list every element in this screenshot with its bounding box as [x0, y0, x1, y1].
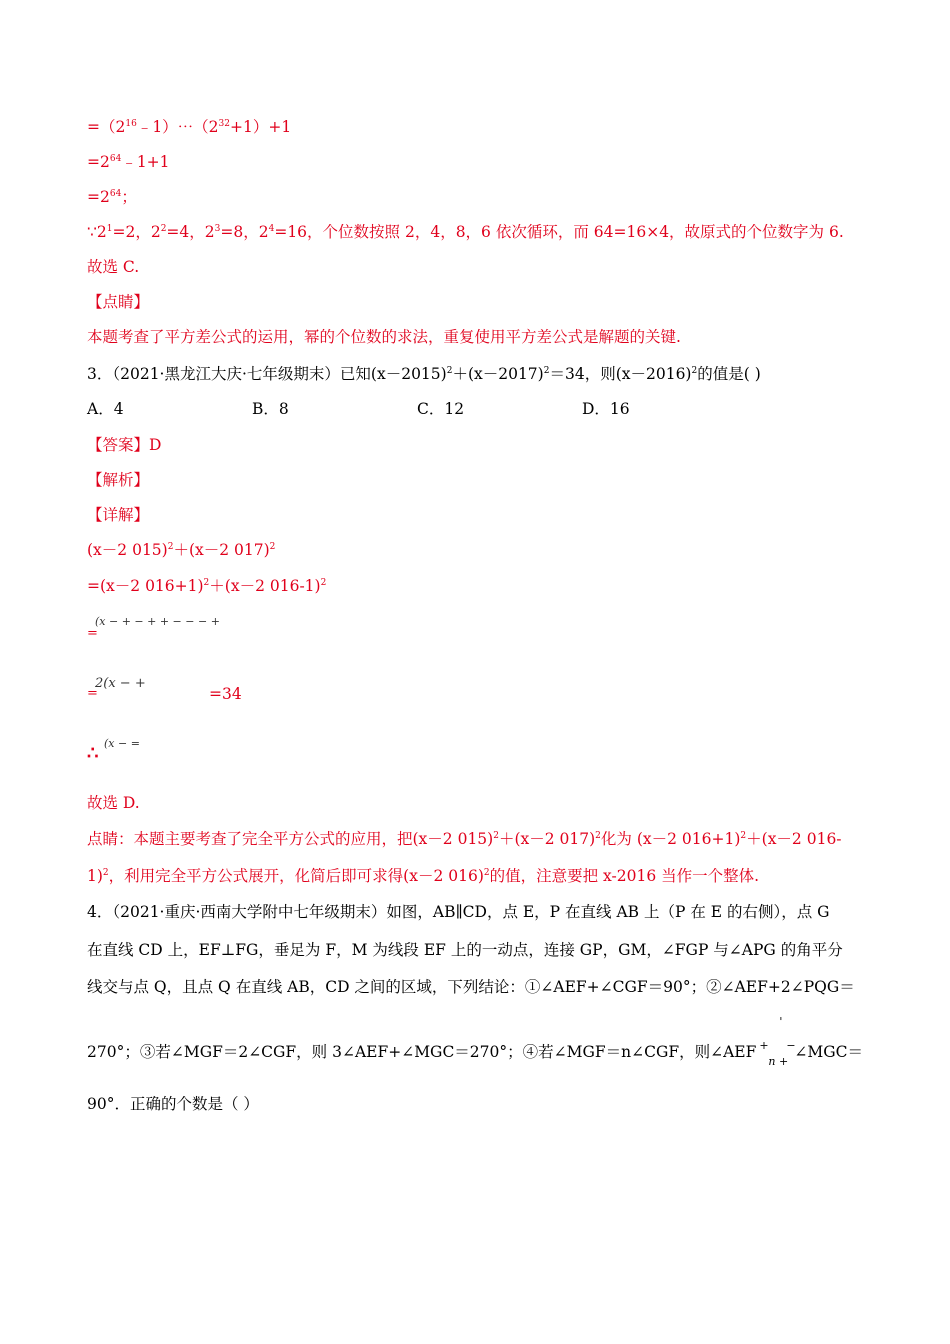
solution-line-1: $=(2^{16}﹣1)\cdots(2^{32}+1)+1$ [87, 118, 292, 136]
tip-text: 本题考查了平方差公式的运用，幂的个位数的求法，重复使用平方差公式是解题的关键. [87, 328, 681, 346]
question-4-line-2: 在直线 CD 上，EF⊥FG，垂足为 F，M 为线段 EF 上的一动点，连接 GP，GM，∠FGP 与∠APG 的角平分 [87, 941, 843, 959]
expansion-line-4-expr: 2(x − + [95, 676, 146, 691]
analysis-heading: 【解析】 [87, 471, 150, 489]
note-line-2: 1)$^2$，利用完全平方公式展开，化简后即可求得(x－2 016)$^2$的值，注意要把 x-2016 当作一个整体. [87, 867, 760, 885]
question-4-line-3: 线交与点 Q，且点 Q 在直线 AB，CD 之间的区域，下列结论：①∠AEF+∠CGF＝90°；②∠AEF+2∠PQG＝ [87, 978, 855, 996]
expansion-line-3-eq: = [87, 626, 98, 641]
question-4-line-5: 90°．正确的个数是（ ） [87, 1095, 259, 1113]
question-3: 3．（2021·黑龙江大庆·七年级期末）已知$(x-2015)^2+(x-2017)^2=34$，则$(x-2016)^2$的值是( ) [87, 365, 761, 383]
option-d: D．16 [582, 400, 630, 418]
therefore-symbol: ∴ [87, 743, 99, 764]
question-4-line-4: 270°；③若∠MGF＝2∠CGF，则 3∠AEF+∠MGC＝270°；④若∠MGF＝n∠CGF，则∠AEF + ' n + − ∠MGC＝ [87, 1015, 863, 1068]
tip-heading: 【点睛】 [87, 293, 150, 311]
expansion-line-4-eq: = [87, 686, 98, 701]
solution-line-5: 故选 C. [87, 258, 140, 276]
expansion-line-4-result: =34 [209, 685, 242, 703]
solution-line-3: $=2^{64}$； [87, 188, 137, 206]
conclusion: 故选 D. [87, 794, 140, 812]
fraction-coefficient: + ' n + − [759, 1015, 796, 1068]
option-b: B．8 [252, 400, 289, 418]
expansion-line-1: (x－2 015)$^2$＋(x－2 017)$^2$ [87, 541, 276, 559]
solution-line-2: $=2^{64}﹣1+1$ [87, 153, 170, 171]
note-line-1: 点睛：本题主要考查了完全平方公式的应用，把(x－2 015)$^2$＋(x－2 017)$^2$化为 (x－2 016+1)$^2$＋(x－2 016- [87, 830, 842, 848]
option-c: C．12 [417, 400, 465, 418]
answer-heading: 【答案】D [87, 436, 162, 454]
question-4-line-1: 4．（2021·重庆·西南大学附中七年级期末）如图，AB∥CD，点 E，P 在直线 AB 上（P 在 E 的右侧），点 G [87, 903, 830, 921]
solution-line-4: $\because 2^1=2$，$2^2=4$，$2^3=8$，$2^4=16$，个位数按照 2，4，8，6 依次循环，而 64=16×4，故原式的个位数字为 6. [87, 223, 844, 241]
option-a: A．4 [87, 400, 124, 418]
expansion-line-3-expr: (x − + − + + − − − + [95, 615, 220, 628]
expansion-line-2: =(x－2 016+1)$^2$＋(x－2 016-1)$^2$ [87, 577, 327, 595]
detail-heading: 【详解】 [87, 506, 150, 524]
expansion-line-5-expr: (x − = [104, 737, 140, 750]
